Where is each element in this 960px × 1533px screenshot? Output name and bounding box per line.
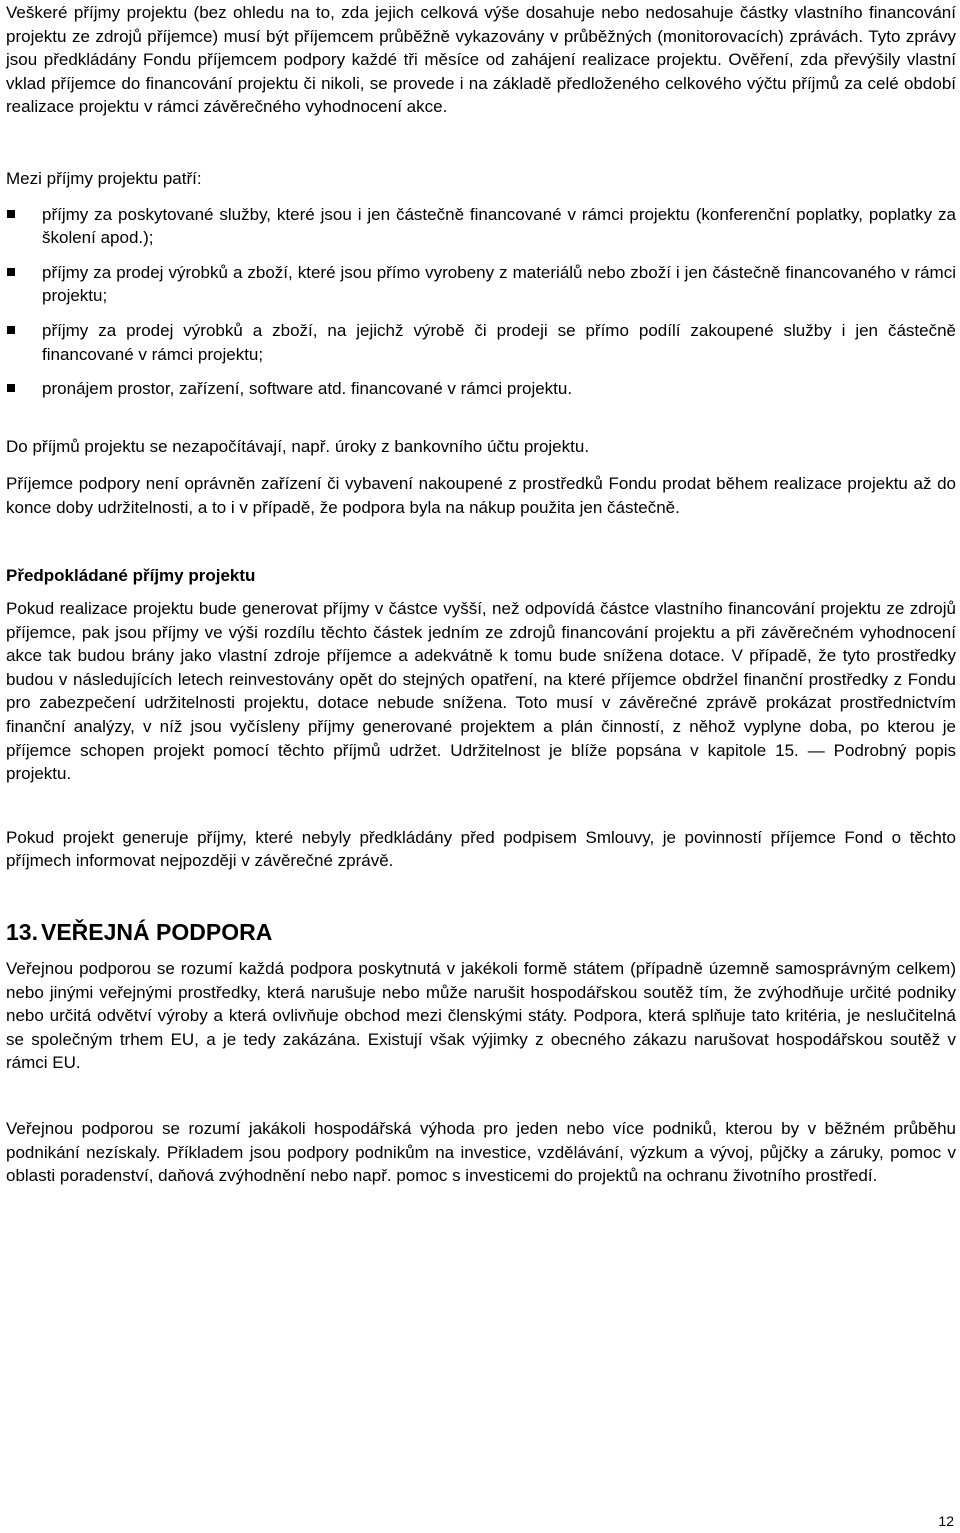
square-bullet-icon: [7, 384, 15, 392]
paragraph-nezapocitavaji: Do příjmů projektu se nezapočítávají, např. úroky z bankovního účtu projektu.: [6, 436, 590, 456]
document-page: [6, 0, 956, 1188]
list-item: [6, 377, 956, 401]
section-heading: [6, 917, 956, 947]
paragraph-verejna-podpora-1: Veřejnou podporou se rozumí každá podpora poskytnutá v jakékoli formě státem (případně územně samosprávným celkem) nebo jinými veřejnými prostředky, která narušuje nebo může narušit hospodářskou soutěž tím, že zvýhodňuje určité podniky nebo určitá odvětví výroby a která ovlivňuje obchod mezi členskými státy. Podpora, která splňuje tato kritéria, je neslučitelná se společným trhem EU, a je tedy zakázána. Existují však výjimky z obecného zákazu narušovat hospodářskou soutěž v rámci EU.: [6, 959, 956, 1073]
section-number: 13.: [6, 919, 38, 946]
square-bullet-icon: [7, 326, 15, 334]
square-bullet-icon: [7, 210, 15, 218]
paragraph-prijemce: Příjemce podpory není oprávněn zařízení či vybavení nakoupené z prostředků Fondu prodat během realizace projektu až do konce doby udržitelnosti, a to i v případě, že podpora byla na nákup použita jen částečně.: [6, 474, 956, 517]
list-item-text: pronájem prostor, zařízení, software atd. financované v rámci projektu.: [42, 379, 573, 399]
list-item-text: příjmy za poskytované služby, které jsou i jen částečně financované v rámci projektu (konferenční poplatky, poplatky za školení apod.);: [42, 204, 956, 248]
list-item-text: příjmy za prodej výrobků a zboží, na jejichž výrobě či prodeji se přímo podílí zakoupené služby i jen částečně financované v rámci projektu;: [42, 320, 956, 364]
paragraph-intro: Veškeré příjmy projektu (bez ohledu na to, zda jejich celková výše dosahuje nebo nedosahuje částky vlastního financování projektu ze zdrojů příjemce) musí být příjemcem průběžně vykazovány v průběžných (monitorovacích) zprávách. Tyto zprávy jsou předkládány Fondu příjemcem podpory každé tři měsíce od zahájení realizace projektu. Ověření, zda převýšily vlastní vklad příjemce do financování projektu či nikoli, se provede i na základě předloženého celkového výčtu příjmů za celé období realizace projektu v rámci závěrečného vyhodnocení akce.: [6, 3, 956, 117]
square-bullet-icon: [7, 268, 15, 276]
page-number: 12: [938, 1513, 954, 1529]
income-list: [6, 203, 956, 401]
paragraph-pokud-projekt: Pokud projekt generuje příjmy, které nebyly předkládány před podpisem Smlouvy, je povinností příjemce Fond o těchto příjmech informovat nejpozději v závěrečné zprávě.: [6, 827, 956, 871]
list-item-text: příjmy za prodej výrobků a zboží, které jsou přímo vyrobeny z materiálů nebo zboží i jen částečně financovaného v rámci projektu;: [42, 262, 956, 306]
section-title: VEŘEJNÁ PODPORA: [40, 919, 273, 946]
list-item: [6, 203, 956, 250]
paragraph-mezi-prijmy: Mezi příjmy projektu patří:: [6, 168, 202, 188]
subheading-predpokladane-prijmy: Předpokládané příjmy projektu: [6, 565, 256, 585]
paragraph-verejna-podpora-2: Veřejnou podporou se rozumí jakákoli hospodářská výhoda pro jeden nebo více podniků, kterou by v běžném průběhu podnikání nezískaly. Příkladem jsou podpory podnikům na investice, vzdělávání, výzkum a vývoj, půjčky a záruky, pomoc v oblasti poradenství, daňová zvýhodnění nebo např. pomoc s investicemi do projektů na ochranu životního prostředí.: [6, 1119, 956, 1186]
paragraph-pokud-realizace: Pokud realizace projektu bude generovat příjmy v částce vyšší, než odpovídá částce vlastního financování projektu ze zdrojů příjemce, pak jsou příjmy ve výši rozdílu těchto částek jedním ze zdrojů financování projektu a při závěrečném vyhodnocení akce tak budou brány jako vlastní zdroje příjemce a adekvátně k tomu bude snížena dotace. V případě, že tyto prostředky budou v následujících letech reinvestovány opět do stejných opatření, na které příjemce obdržel finanční prostředky z Fondu pro zabezpečení udržitelnosti projektu, dotace nebude snížena. Toto musí v závěrečné zprávě prokázat prostřednictvím finanční analýzy, v níž jsou vyčísleny příjmy generované projektem a plán činností, z něhož vyplyne doba, po kterou je příjemce schopen projekt pomocí těchto příjmů udržet. Udržitelnost je blíže popsána v kapitole 15. — Podrobný popis projektu.: [6, 599, 956, 784]
list-item: [6, 261, 956, 308]
list-item: [6, 319, 956, 366]
